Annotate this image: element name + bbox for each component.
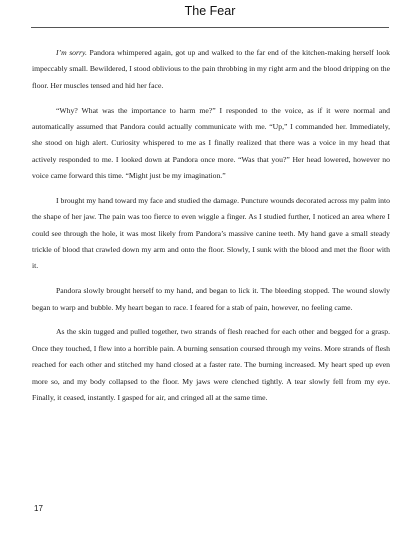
paragraph-5: As the skin tugged and pulled together, two strands of flesh reached for each other and begged for a grasp. Once they touched, I flew into a horrible pain. A burning sensation coursed through my veins. More strands of flesh reached for each other and stitched my hand closed at a faster rate. The burning increased. My heart sped up even more so, and my body collapsed to the floor. My jaws were clenched tightly. A tear slowly fell from my eye. Finally, it ceased, instantly. I gasped for air, and cringed all at the same time. [32, 327, 390, 402]
header-rule [31, 27, 389, 28]
paragraph-3: I brought my hand toward my face and studied the damage. Puncture wounds decorated across my palm into the shape of her jaw. The pain was too fierce to even wiggle a finger. As I studied further, I noticed an area where I could see through the hole, it was most likely from Pandora’s massive canine teeth. My hand gave a small steady trickle of blood that crawled down my arm and onto the floor. Slowly, I sunk with the blood and met the floor with it. [32, 195, 390, 271]
running-header: The Fear [184, 4, 236, 18]
body-text [32, 45, 390, 406]
paragraph-4: Pandora slowly brought herself to my hand, and began to lick it. The bleeding stopped. The wound slowly began to warp and bubble. My heart began to race. I feared for a stab of pain, however, no feeling came. [32, 286, 390, 312]
paragraph-1 [32, 45, 390, 94]
page-number: 17 [34, 504, 43, 513]
paragraph-2: “Why? What was the importance to harm me?” I responded to the voice, as if it were normal and automatically assumed that Pandora could actually communicate with me. “Up,” I commanded her. Immediately, she stood on high alert. Curiosity whispered to me as I finally realized that there was a voice in my head that actively responded to me. I looked down at Pandora once more. “Was that you?” Her head lowered, however no voice came forward this time. “Might just be my imagination.” [32, 105, 390, 181]
paragraph-text: Pandora whimpered again, got up and walked to the far end of the kitchen-making herself look impeccably small. Bewildered, I stood oblivious to the pain throbbing in my right arm and the blood dripping on the floor. Her muscles tensed and hid her face. [32, 48, 390, 90]
italic-thought: I’m sorry. [56, 48, 87, 57]
